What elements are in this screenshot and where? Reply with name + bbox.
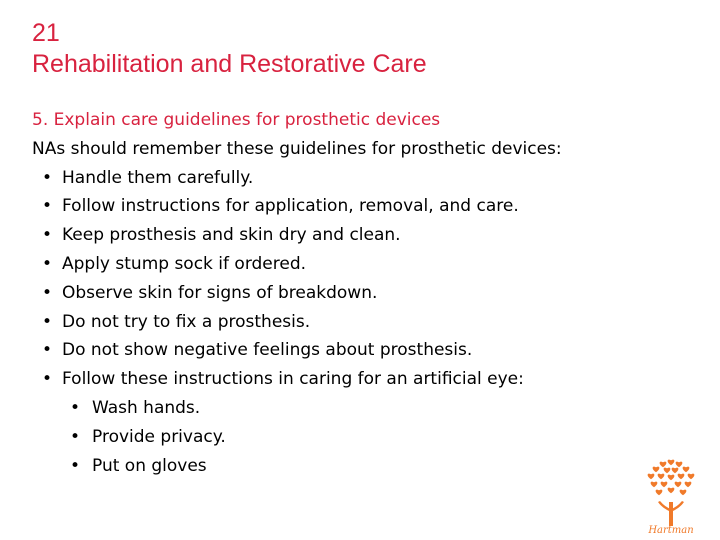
bullet-icon: • <box>42 225 53 246</box>
hartman-logo <box>636 456 706 534</box>
bullet-icon: • <box>42 311 53 332</box>
bullet-icon: • <box>70 397 81 418</box>
list-item: • Do not try to fix a prosthesis. <box>32 308 702 337</box>
guidelines-list <box>32 164 702 394</box>
list-item: • Apply stump sock if ordered. <box>32 250 702 279</box>
list-item: • Keep prosthesis and skin dry and clean. <box>32 221 702 250</box>
section-heading: 5. Explain care guidelines for prosthetic devices <box>32 110 441 130</box>
list-item: • Observe skin for signs of breakdown. <box>32 279 702 308</box>
sub-list-item: • Provide privacy. <box>2 423 702 452</box>
list-item: • Do not show negative feelings about prosthesis. <box>32 336 702 365</box>
list-item: • Handle them carefully. <box>32 164 702 193</box>
bullet-icon: • <box>42 340 53 361</box>
sub-list-item: • Wash hands. <box>2 394 702 423</box>
sub-list-item: • Put on gloves <box>2 452 702 481</box>
bullet-icon: • <box>42 369 53 390</box>
bullet-icon: • <box>70 455 81 476</box>
heart-tree-icon <box>648 460 695 526</box>
bullet-icon: • <box>70 426 81 447</box>
artificial-eye-steps <box>2 394 702 480</box>
chapter-title: Rehabilitation and Restorative Care <box>32 50 427 78</box>
logo-text: Hartman <box>648 525 694 534</box>
slide-body <box>32 106 702 480</box>
slide-title <box>32 18 427 80</box>
chapter-number: 21 <box>32 19 60 47</box>
bullet-icon: • <box>42 282 53 303</box>
bullet-icon: • <box>42 196 53 217</box>
bullet-icon: • <box>42 253 53 274</box>
list-item: • Follow instructions for application, removal, and care. <box>32 192 702 221</box>
list-item: • Follow these instructions in caring for an artificial eye: <box>32 365 702 394</box>
intro-text: NAs should remember these guidelines for prosthetic devices: <box>32 138 562 159</box>
bullet-icon: • <box>42 167 53 188</box>
